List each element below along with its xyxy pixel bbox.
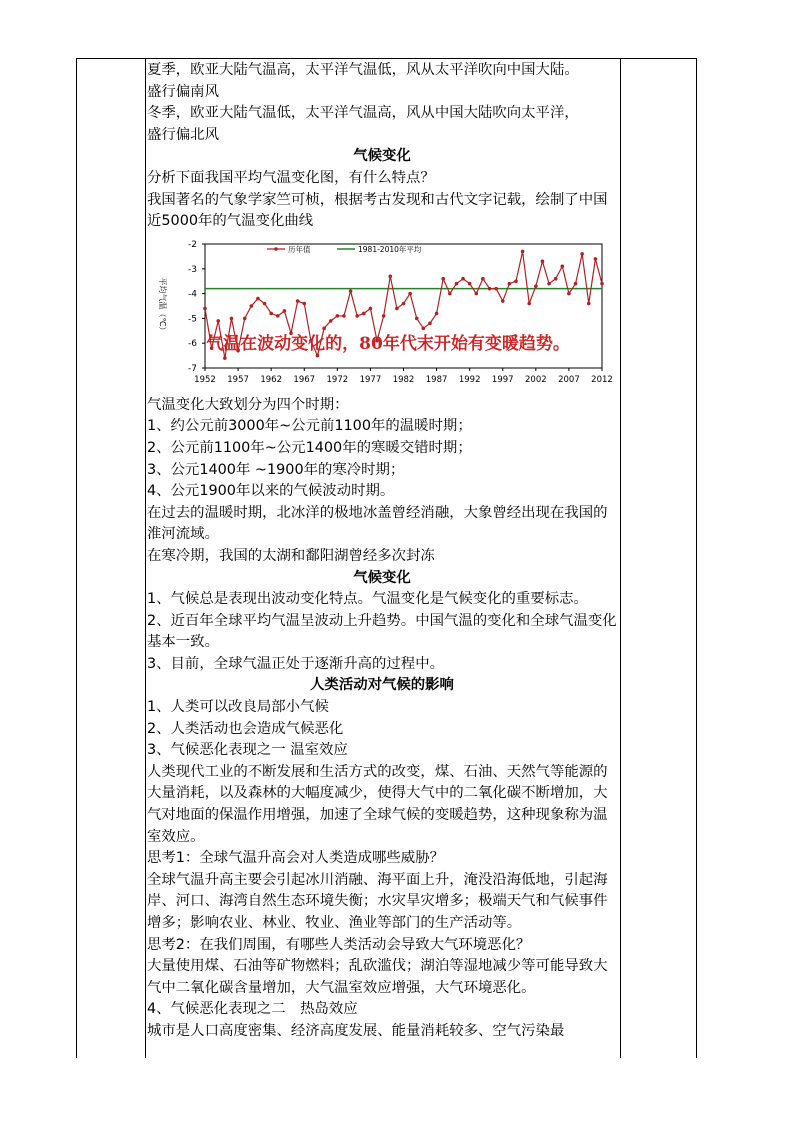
annual-data-point bbox=[534, 284, 538, 288]
y-tick-label: -7 bbox=[188, 363, 197, 374]
y-tick-label: -2 bbox=[188, 239, 197, 250]
annual-data-point bbox=[481, 277, 485, 281]
annual-data-point bbox=[283, 309, 287, 313]
period-1: 1、约公元前3000年~公元前1100年的温暖时期； bbox=[147, 418, 472, 435]
chart-intro: 我国著名的气象学家竺可桢，根据考古发现和古代文字记载，绘制了中国近5000年的气温变化曲线 bbox=[147, 191, 608, 230]
x-tick-label: 1972 bbox=[326, 374, 349, 385]
y-tick-label: -3 bbox=[188, 264, 197, 275]
annual-data-point bbox=[455, 282, 459, 286]
period-3: 3、公元1400年 ~1900年的寒冷时期； bbox=[147, 461, 405, 478]
y-tick-label: -4 bbox=[188, 289, 197, 300]
annual-data-point bbox=[508, 282, 512, 286]
annual-data-point bbox=[250, 304, 254, 308]
annual-data-point bbox=[488, 287, 492, 291]
think-2-question: 思考2：在我们周围，有哪些人类活动会导致大气环境恶化？ bbox=[147, 936, 531, 953]
section-heading-climate-change-2: 气候变化 bbox=[353, 569, 411, 586]
x-tick-label: 1977 bbox=[359, 374, 382, 385]
climate-point-1: 1、气候总是表现出波动变化特点。气温变化是气候变化的重要标志。 bbox=[147, 591, 588, 608]
annual-data-point bbox=[395, 306, 399, 310]
annual-data-point bbox=[474, 292, 478, 296]
temperature-chart bbox=[147, 236, 617, 391]
chart-annotation: 气温在波动变化的，80年代末开始有变暖趋势。 bbox=[206, 333, 570, 354]
think-1-question: 思考1：全球气温升高会对人类造成哪些威胁？ bbox=[147, 850, 444, 867]
human-point-1: 1、人类可以改良局部小气候 bbox=[147, 699, 329, 716]
x-tick-label: 1997 bbox=[491, 374, 514, 385]
y-tick-label: -6 bbox=[188, 338, 197, 349]
period-4: 4、公元1900年以来的气候波动时期。 bbox=[147, 483, 395, 500]
annual-data-point bbox=[230, 316, 234, 320]
annual-data-point bbox=[547, 282, 551, 286]
x-tick-label: 2007 bbox=[558, 374, 580, 385]
annual-data-point bbox=[428, 321, 432, 325]
annual-data-point bbox=[448, 292, 452, 296]
legend-marker-annual bbox=[274, 247, 278, 251]
annual-data-point bbox=[561, 264, 565, 268]
winter-wind-direction: 盛行偏北风 bbox=[147, 126, 219, 143]
annual-data-point bbox=[362, 311, 366, 315]
annual-data-point bbox=[415, 316, 419, 320]
x-tick-label: 2012 bbox=[591, 374, 613, 385]
annual-data-point bbox=[574, 282, 578, 286]
annual-data-point bbox=[435, 311, 439, 315]
annual-data-point bbox=[342, 314, 346, 318]
warm-period-text: 在过去的温暖时期，北冰洋的极地冰盖曾经消融，大象曾经出现在我国的淮河流域。 bbox=[147, 504, 608, 543]
annual-data-point bbox=[263, 301, 267, 305]
annual-data-point bbox=[216, 319, 220, 323]
y-tick-label: -5 bbox=[188, 314, 197, 325]
annual-data-point bbox=[468, 282, 472, 286]
period-2: 2、公元前1100年~公元1400年的寒暖交错时期； bbox=[147, 439, 472, 456]
annual-data-point bbox=[541, 259, 545, 263]
annual-data-point bbox=[355, 314, 359, 318]
periods-lead: 气温变化大致划分为四个时期： bbox=[147, 396, 349, 413]
annual-data-point bbox=[567, 292, 571, 296]
x-tick-label: 1962 bbox=[260, 374, 282, 385]
annual-data-point bbox=[527, 301, 531, 305]
annual-data-point bbox=[296, 299, 300, 303]
annual-data-point bbox=[402, 301, 406, 305]
section-heading-human-impact: 人类活动对气候的影响 bbox=[310, 677, 454, 694]
annual-data-point bbox=[223, 356, 227, 360]
x-tick-label: 1982 bbox=[392, 374, 415, 385]
heat-island-text: 城市是人口高度密集、经济高度发展、能量消耗较多、空气污染最 bbox=[147, 1022, 565, 1039]
x-tick-label: 2002 bbox=[525, 374, 547, 385]
climate-point-2: 2、近百年全球平均气温呈波动上升趋势。中国气温的变化和全球气温变化基本一致。 bbox=[147, 612, 617, 651]
annual-data-point bbox=[349, 289, 353, 293]
annual-data-point bbox=[580, 252, 584, 256]
x-tick-label: 1957 bbox=[227, 374, 249, 385]
annual-data-point bbox=[322, 326, 326, 330]
annual-data-point bbox=[369, 306, 373, 310]
section-heading-climate-change: 气候变化 bbox=[353, 148, 411, 165]
winter-wind-text: 冬季，欧亚大陆气温低，太平洋气温高，风从中国大陆吹向太平洋， bbox=[147, 105, 579, 122]
greenhouse-text: 人类现代工业的不断发展和生活方式的改变，煤、石油、天然气等能源的大量消耗，以及森林的大幅度减少，使得大气中的二氧化碳不断增加，大气对地面的保温作用增强，加速了全球气候的变暖趋势，这种现象称为温室效应。 bbox=[147, 763, 608, 845]
summer-wind-direction: 盛行偏南风 bbox=[147, 83, 219, 100]
annual-data-point bbox=[422, 326, 426, 330]
annual-data-point bbox=[302, 301, 306, 305]
annual-data-point bbox=[388, 274, 392, 278]
annual-data-point bbox=[441, 277, 445, 281]
annual-data-point bbox=[336, 314, 340, 318]
column-divider-left bbox=[145, 58, 146, 1058]
annual-data-point bbox=[256, 297, 260, 301]
annual-data-point bbox=[554, 277, 558, 281]
x-tick-label: 1992 bbox=[458, 374, 481, 385]
annual-data-point bbox=[276, 314, 280, 318]
annual-data-point bbox=[521, 249, 525, 253]
think-1-answer: 全球气温升高主要会引起冰川消融、海平面上升，淹没沿海低地，引起海岸、河口、海湾自然生态环境失衡；水灾旱灾增多；极端天气和气候事件增多；影响农业、林业、牧业、渔业等部门的生产活动等。 bbox=[147, 871, 608, 931]
temperature-chart-svg bbox=[147, 236, 617, 391]
annual-data-point bbox=[514, 279, 518, 283]
lesson-content bbox=[147, 60, 617, 1043]
annual-data-point bbox=[600, 282, 604, 286]
annual-data-point bbox=[408, 292, 412, 296]
y-axis-label: 平均气温（℃） bbox=[158, 277, 167, 335]
annual-data-point bbox=[461, 277, 465, 281]
chart-question: 分析下面我国平均气温变化图，有什么特点？ bbox=[147, 169, 435, 186]
annual-data-point bbox=[587, 301, 591, 305]
annual-data-point bbox=[594, 257, 598, 261]
summer-wind-text: 夏季，欧亚大陆气温高，太平洋气温低，风从太平洋吹向中国大陆。 bbox=[147, 62, 579, 78]
x-tick-label: 1952 bbox=[194, 374, 216, 385]
column-divider-right bbox=[620, 58, 621, 1058]
annual-data-point bbox=[501, 299, 505, 303]
annual-data-point bbox=[243, 316, 247, 320]
human-point-3: 3、气候恶化表现之一 温室效应 bbox=[147, 742, 348, 759]
annual-data-point bbox=[329, 319, 333, 323]
annual-data-point bbox=[382, 314, 386, 318]
climate-point-3: 3、目前，全球气温正处于逐渐升高的过程中。 bbox=[147, 655, 444, 672]
annual-data-point bbox=[494, 287, 498, 291]
think-2-answer: 大量使用煤、石油等矿物燃料；乱砍滥伐；湖泊等湿地减少等可能导致大气中二氧化碳含量增加，大气温室效应增强，大气环境恶化。 bbox=[147, 958, 608, 996]
human-point-2: 2、人类活动也会造成气候恶化 bbox=[147, 720, 344, 737]
annual-data-point bbox=[269, 311, 273, 315]
x-tick-label: 1987 bbox=[425, 374, 448, 385]
legend-label-average: 1981-2010年平均 bbox=[358, 244, 422, 254]
heat-island-heading: 4、气候恶化表现之二 热岛效应 bbox=[147, 1001, 358, 1018]
cold-period-text: 在寒冷期，我国的太湖和鄱阳湖曾经多次封冻 bbox=[147, 547, 435, 564]
legend-label-annual: 历年值 bbox=[288, 244, 311, 254]
x-tick-label: 1967 bbox=[293, 374, 316, 385]
annual-data-point bbox=[203, 306, 207, 310]
